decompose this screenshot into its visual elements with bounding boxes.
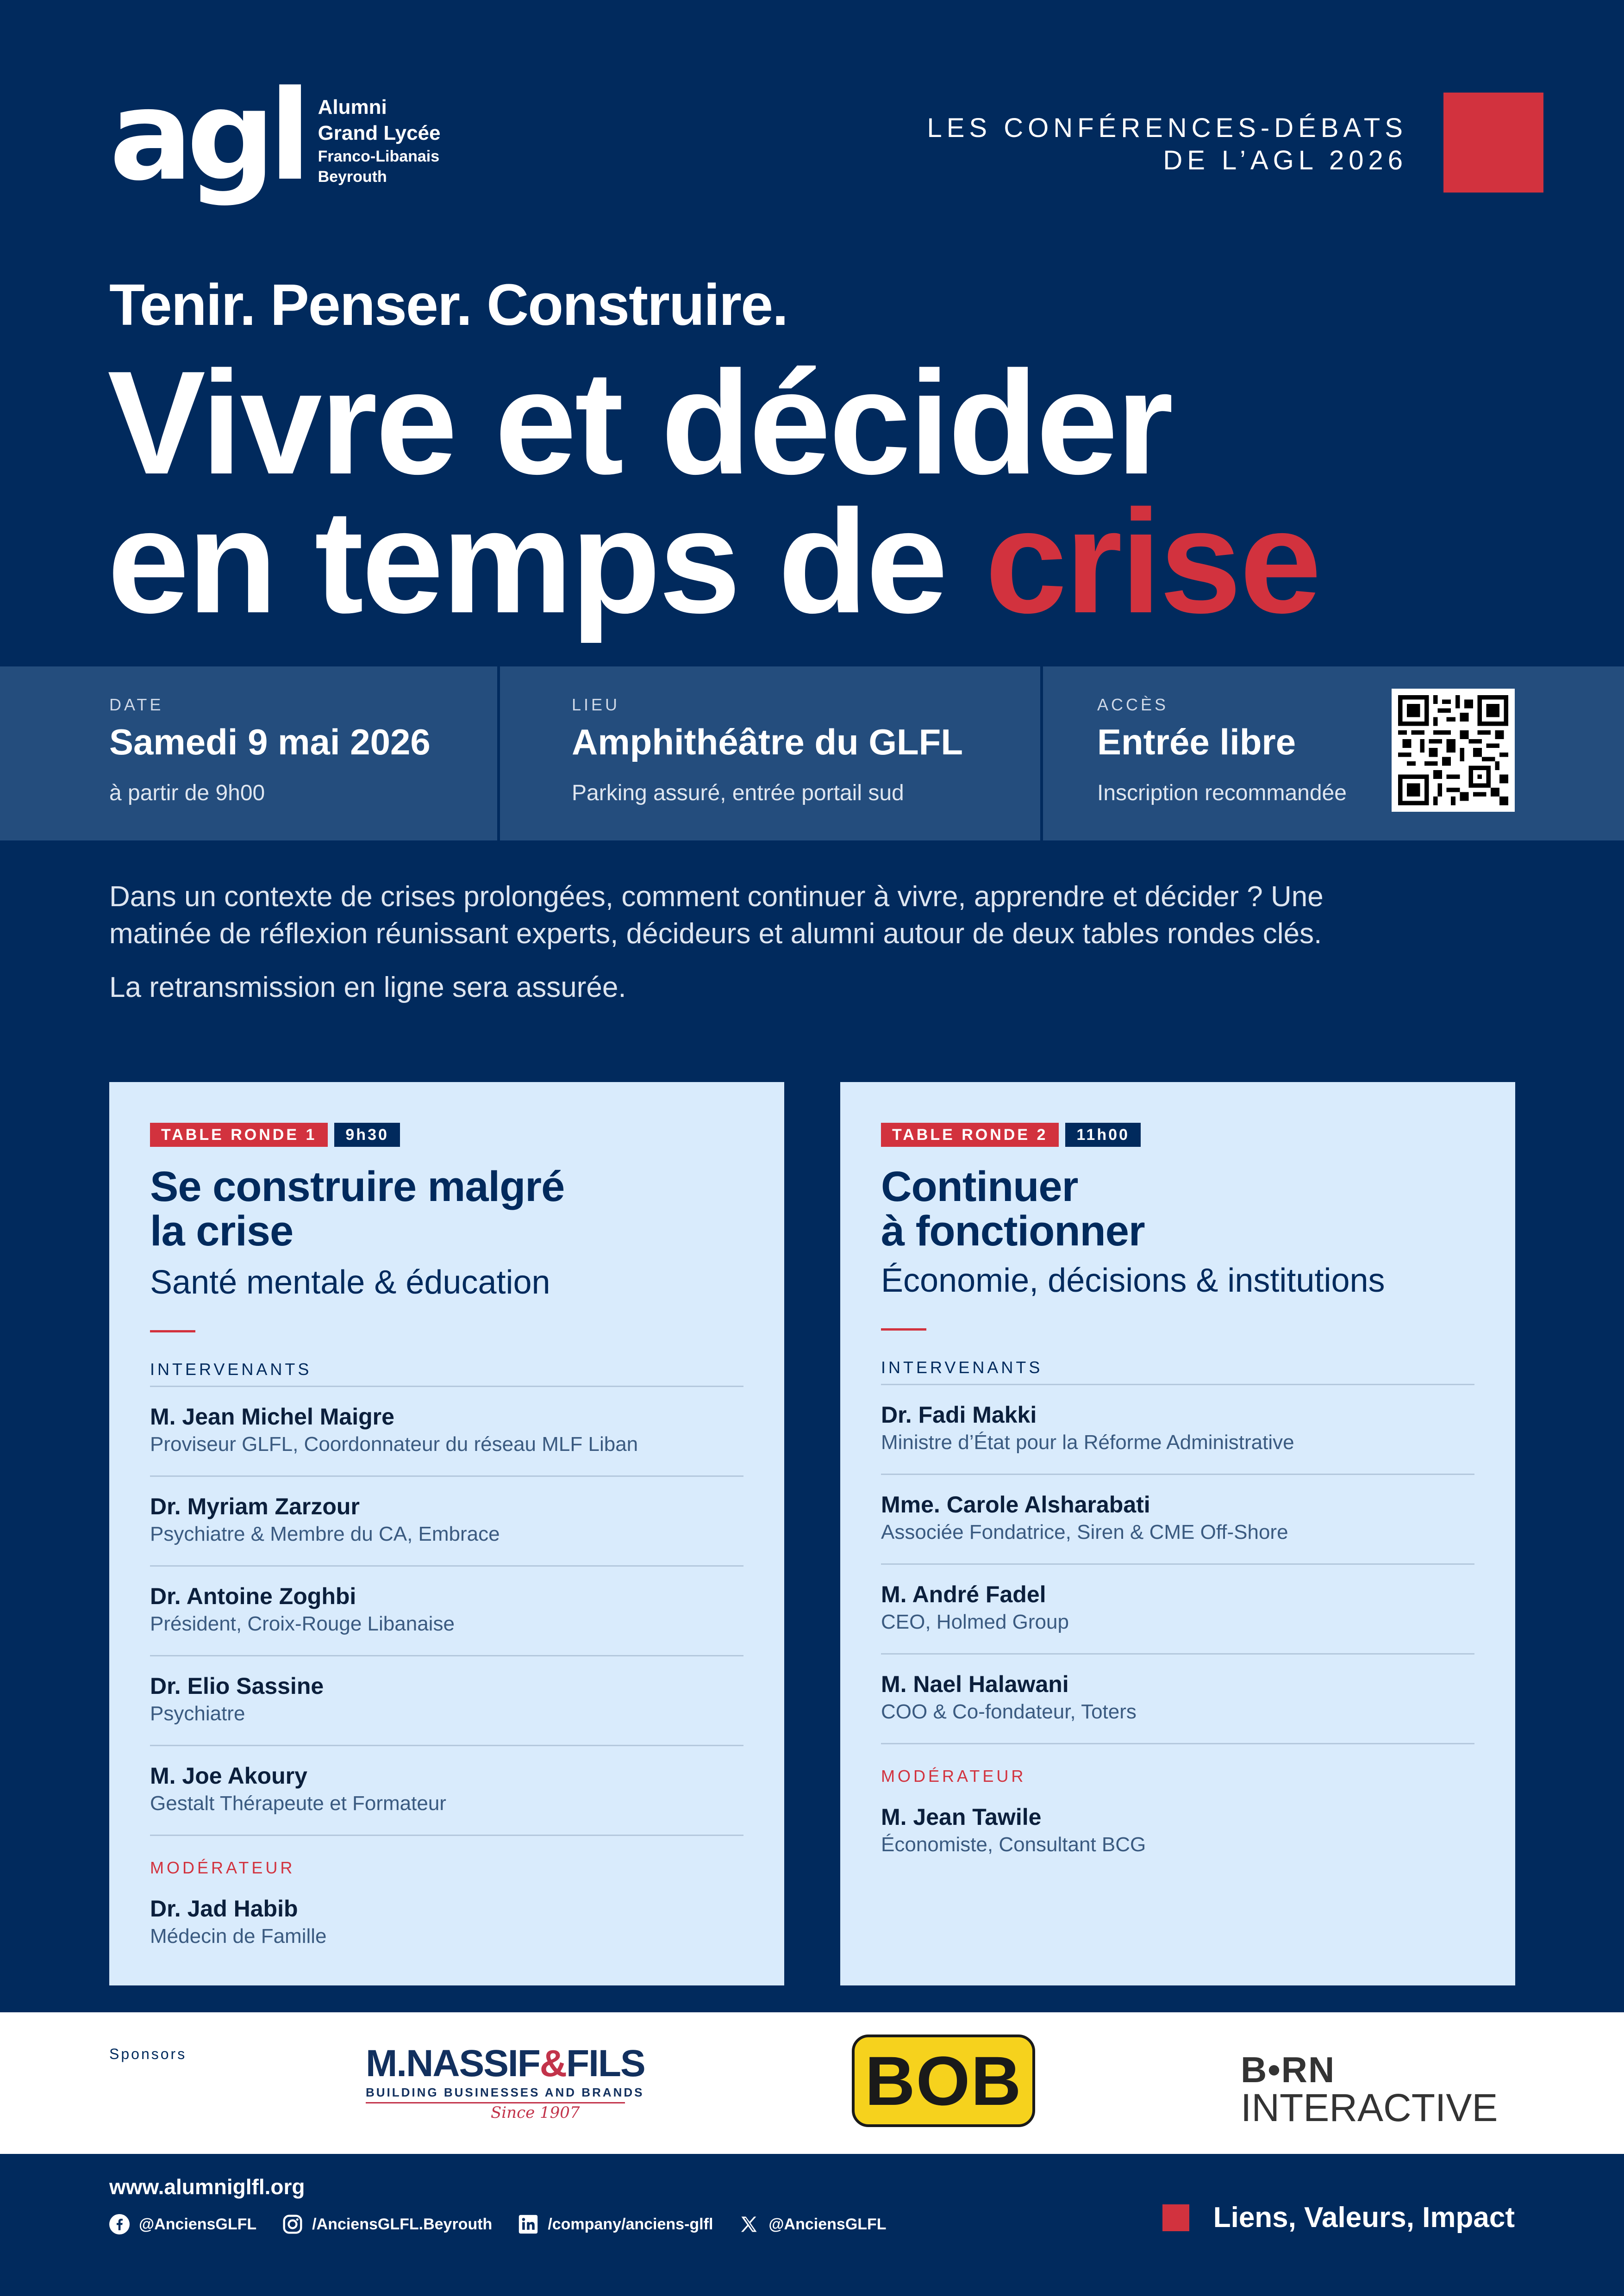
round-table-2-title: [881, 1164, 1145, 1253]
round-table-2-badges: [881, 1123, 1141, 1147]
speaker-item: [881, 1474, 1474, 1563]
headline: [107, 341, 1320, 644]
social-facebook[interactable]: [109, 2214, 256, 2234]
speaker-name: Mme. Carole Alsharabati: [881, 1492, 1150, 1518]
born-line-1: B•RN: [1241, 2049, 1336, 2090]
moderator-section: [881, 1743, 1474, 1795]
agl-logo: [109, 64, 441, 208]
round-table-2-subtitle: Économie, décisions & institutions: [881, 1262, 1385, 1299]
headline-accent: crise: [985, 479, 1320, 644]
access-label: ACCÈS: [1097, 695, 1169, 714]
instagram-icon: [282, 2214, 303, 2234]
born-interactive-logo: [1241, 2051, 1498, 2127]
round-table-1-badge: TABLE RONDE 1: [150, 1123, 328, 1147]
info-access: [1043, 666, 1624, 840]
social-links: [109, 2214, 912, 2234]
moderator-name: Dr. Jad Habib: [150, 1896, 298, 1922]
facebook-icon: [109, 2214, 130, 2234]
round-table-1-moderator-label: MODÉRATEUR: [150, 1858, 295, 1877]
instagram-handle: /AnciensGLFL.Beyrouth: [312, 2215, 493, 2233]
intro-text: [109, 878, 1405, 1006]
round-table-2-title-line-2: à fonctionner: [881, 1207, 1145, 1255]
round-table-2-speakers-label: INTERVENANTS: [881, 1358, 1043, 1377]
info-place: [500, 666, 1043, 840]
moderator-section: [150, 1835, 743, 1886]
moderator-item: [150, 1886, 743, 1976]
facebook-handle: @AnciensGLFL: [139, 2215, 257, 2233]
round-table-2-time: 11h00: [1065, 1123, 1141, 1147]
logo-line-1: Alumni: [318, 96, 387, 118]
sponsors-label: Sponsors: [109, 2046, 187, 2062]
speaker-item: [150, 1386, 743, 1475]
round-table-1-title-line-2: la crise: [150, 1207, 294, 1255]
speaker-name: M. Nael Halawani: [881, 1671, 1069, 1697]
moderator-role: Économiste, Consultant BCG: [881, 1833, 1146, 1856]
speaker-name: M. Jean Michel Maigre: [150, 1404, 394, 1430]
website-link[interactable]: www.alumniglfl.org: [109, 2175, 305, 2199]
round-table-2-title-line-1: Continuer: [881, 1163, 1078, 1210]
motto: [1162, 2201, 1515, 2234]
speaker-role: Psychiatre: [150, 1702, 245, 1725]
bob-logo: BOB: [852, 2035, 1035, 2127]
round-table-1-title: [150, 1164, 564, 1253]
social-instagram[interactable]: [282, 2214, 492, 2234]
speaker-item: [881, 1653, 1474, 1743]
round-table-1-time: 9h30: [334, 1123, 400, 1147]
speaker-name: M. Joe Akoury: [150, 1763, 307, 1789]
speaker-item: [150, 1475, 743, 1565]
series-line-2: DE L’AGL 2026: [1163, 145, 1407, 175]
headline-line-2-prefix: en temps de: [107, 479, 985, 644]
access-sub: Inscription recommandée: [1097, 781, 1347, 805]
nassif-logo: [366, 2043, 657, 2122]
info-band: [0, 666, 1624, 840]
sponsors-strip: [0, 2012, 1624, 2154]
date-label: DATE: [109, 695, 164, 714]
round-table-1-badges: [150, 1123, 400, 1147]
series-line-1: LES CONFÉRENCES-DÉBATS: [927, 113, 1407, 143]
date-value: Samedi 9 mai 2026: [109, 722, 431, 762]
nassif-name-a: M.NASSIF: [366, 2042, 540, 2084]
round-table-1-divider: [150, 1330, 195, 1332]
linkedin-handle: /company/anciens-glfl: [548, 2215, 713, 2233]
red-square-decoration: [1443, 93, 1543, 193]
logo-mark: agl: [109, 64, 305, 208]
round-table-2-moderator-label: MODÉRATEUR: [881, 1767, 1026, 1786]
speaker-role: Psychiatre & Membre du CA, Embrace: [150, 1523, 500, 1545]
speaker-name: Dr. Elio Sassine: [150, 1673, 324, 1699]
speaker-item: [150, 1655, 743, 1745]
round-table-2-divider: [881, 1328, 926, 1331]
speaker-role: Président, Croix-Rouge Libanaise: [150, 1612, 455, 1635]
moderator-role: Médecin de Famille: [150, 1925, 327, 1948]
logo-line-4: Beyrouth: [318, 168, 387, 186]
speaker-name: Dr. Fadi Makki: [881, 1402, 1037, 1428]
red-square-bullet: [1162, 2204, 1189, 2231]
speaker-name: Dr. Antoine Zoghbi: [150, 1583, 356, 1609]
logo-line-2: Grand Lycée: [318, 122, 441, 144]
nassif-amp: &: [539, 2042, 567, 2084]
speaker-item: [881, 1384, 1474, 1474]
nassif-name-b: FILS: [566, 2042, 645, 2084]
speaker-item: [150, 1745, 743, 1835]
nassif-name: [366, 2043, 657, 2084]
speaker-role: Ministre d’État pour la Réforme Administrative: [881, 1431, 1294, 1454]
intro-paragraph-2: La retransmission en ligne sera assurée.: [109, 971, 626, 1003]
motto-text: Liens, Valeurs, Impact: [1213, 2202, 1515, 2234]
place-label: LIEU: [572, 695, 620, 714]
registration-qr-code[interactable]: [1392, 689, 1515, 812]
round-table-2-badge: TABLE RONDE 2: [881, 1123, 1059, 1147]
place-sub: Parking assuré, entrée portail sud: [572, 781, 904, 805]
speaker-role: Gestalt Thérapeute et Formateur: [150, 1792, 446, 1815]
info-date: [0, 666, 500, 840]
speaker-role: Associée Fondatrice, Siren & CME Off-Shore: [881, 1521, 1288, 1543]
nassif-since: Since 1907: [366, 2102, 625, 2122]
series-title: [927, 112, 1407, 177]
headline-line-2: [107, 479, 1320, 644]
place-value: Amphithéâtre du GLFL: [572, 722, 963, 762]
speaker-role: CEO, Holmed Group: [881, 1611, 1069, 1633]
social-x[interactable]: [739, 2214, 886, 2234]
moderator-name: M. Jean Tawile: [881, 1804, 1042, 1830]
born-line-2: INTERACTIVE: [1241, 2086, 1498, 2129]
round-table-1-title-line-1: Se construire malgré: [150, 1163, 565, 1210]
round-table-1-speakers: [150, 1386, 743, 1976]
date-sub: à partir de 9h00: [109, 781, 265, 805]
intro-paragraph-1: Dans un contexte de crises prolongées, comment continuer à vivre, apprendre et décider ? Une matinée de réflexion réunissant experts, décideurs et alumni autour de deux tables rondes clés.: [109, 881, 1324, 950]
logo-text: [318, 94, 441, 187]
speaker-role: COO & Co-fondateur, Toters: [881, 1700, 1137, 1723]
speaker-item: [150, 1565, 743, 1655]
headline-line-1: Vivre et décider: [107, 341, 1172, 505]
round-table-2-card: [840, 1082, 1515, 1985]
round-table-1-subtitle: Santé mentale & éducation: [150, 1264, 550, 1301]
nassif-tagline: BUILDING BUSINESSES AND BRANDS: [366, 2085, 644, 2099]
round-table-1-speakers-label: INTERVENANTS: [150, 1360, 312, 1379]
logo-line-3: Franco-Libanais: [318, 148, 440, 165]
tagline: Tenir. Penser. Construire.: [109, 272, 788, 337]
social-linkedin[interactable]: [518, 2214, 713, 2234]
x-icon: [739, 2214, 759, 2234]
speaker-role: Proviseur GLFL, Coordonnateur du réseau MLF Liban: [150, 1433, 638, 1456]
speaker-name: M. André Fadel: [881, 1581, 1046, 1607]
qr-code-icon: [1398, 695, 1508, 805]
speaker-item: [881, 1563, 1474, 1653]
linkedin-icon: [518, 2214, 538, 2234]
round-table-1-card: [109, 1082, 784, 1985]
round-table-2-speakers: [881, 1384, 1474, 1885]
access-value: Entrée libre: [1097, 722, 1296, 762]
speaker-name: Dr. Myriam Zarzour: [150, 1493, 360, 1519]
x-handle: @AnciensGLFL: [768, 2215, 887, 2233]
moderator-item: [881, 1795, 1474, 1885]
